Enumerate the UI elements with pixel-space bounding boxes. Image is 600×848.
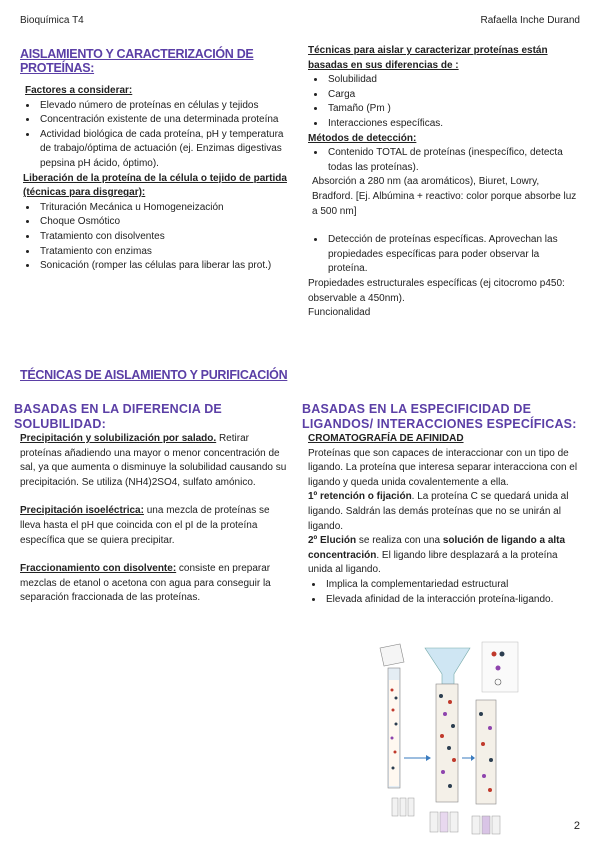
list-item: • Elevado número de proteínas en células y tejidos [38, 99, 290, 114]
step2-label: 2º Elución [308, 535, 357, 547]
affinity-text: Proteínas que son capaces de interaccionar con un tipo de ligando. La proteína que interesa separar interacciona con el ligando y queda unida covalentemente a ella. [308, 447, 578, 488]
figure-key [482, 642, 518, 692]
isoelectric-text: una mezcla de proteínas se lleva hasta el pH que coincida con el pI de la proteína específica que se quiera precipitar. [20, 505, 270, 546]
functionality-text: Funcionalidad [308, 307, 371, 319]
solubility-heading: BASADAS EN LA DIFERENCIA DE SOLUBILIDAD: [14, 402, 222, 431]
liberation-list [20, 201, 290, 274]
absorption-text: Absorción a 280 nm (aa aromáticos), Biuret, Lowry, Bradford. [Ej. Albúmina + reactivo: color porque absorbe luz a 500 nm] [312, 176, 577, 217]
column-wash [425, 648, 470, 832]
list-item: • Implica la complementariedad estructural [324, 578, 578, 593]
specific-list [308, 233, 578, 277]
salting-text: Retirar proteínas añadiendo una mayor o menor concentración de sal, ya que aumenta o disminuye la solubilidad causando su precipitación. Se utiliza (NH4)2SO4, sulfato amónico. [20, 433, 287, 488]
solvent-paragraph [14, 562, 288, 606]
list-item: • Carga [326, 88, 578, 103]
isoelectric-label: Precipitación isoeléctrica: [20, 505, 144, 517]
isoelectric-paragraph [14, 504, 288, 548]
affinity-column [302, 402, 578, 607]
column-loading [380, 644, 414, 816]
solubility-column [14, 402, 288, 606]
detection-heading: Métodos de detección: [308, 132, 417, 144]
liberation-heading: Liberación de la proteína de la célula o tejido de partida (técnicas para disgregar): [23, 172, 287, 199]
doc-author: Rafaella Inche Durand [480, 15, 580, 26]
list-item: • Interacciones específicas. [326, 117, 578, 132]
differences-list [308, 73, 578, 131]
column-elution [472, 700, 500, 834]
list-item: • Actividad biológica de cada proteína, pH y temperatura de trabajo/óptima de actuación (ej. Enzimas digestivas pepsina pH ácido, óptimo). [38, 128, 290, 172]
solvent-label: Fraccionamiento con disolvente: [20, 563, 177, 575]
affinity-chromatography-figure [370, 640, 520, 840]
salting-label: Precipitación y solubilización por salado. [20, 433, 217, 444]
list-item: • Sonicación (romper las células para liberar las prot.) [38, 259, 290, 274]
step1-text: . La proteína C se quedará unida al ligando. Saldrán las demás proteínas que no se unirán al ligando. [308, 491, 569, 532]
step2-text: . El ligando libre desplazará a la proteína unida al ligando. [308, 549, 558, 576]
affinity-heading: CROMATOGRAFÍA DE AFINIDAD [308, 433, 464, 444]
factors-list [20, 99, 290, 172]
list-item: • Elevada afinidad de la interacción proteína-ligando. [324, 593, 578, 608]
step2-bold: solución de ligando a alta concentración [308, 535, 566, 561]
step1-paragraph [302, 490, 578, 534]
factors-heading: Factores a considerar: [25, 85, 133, 96]
salting-paragraph [14, 432, 288, 490]
step2-mid: se realiza con una [356, 535, 443, 547]
techniques-heading: Técnicas para aislar y caracterizar proteínas están basadas en sus diferencias de : [308, 45, 548, 71]
section-tecnicas-deteccion [308, 44, 578, 321]
doc-subject: Bioquímica T4 [20, 15, 84, 26]
purification-title: TÉCNICAS DE AISLAMIENTO Y PURIFICACIÓN [20, 368, 288, 382]
solvent-text: consiste en preparar mezclas de etanol o acetona con agua para conseguir la separación fraccionada de las proteínas. [20, 563, 271, 604]
list-item: • Trituración Mecánica u Homogeneización [38, 201, 290, 216]
page-number: 2 [573, 820, 580, 832]
affinity-column-heading: BASADAS EN LA ESPECIFICIDAD DE LIGANDOS/ INTERACCIONES ESPECÍFICAS: [302, 402, 577, 431]
list-item: • Choque Osmótico [38, 215, 290, 230]
list-item: • Tratamiento con enzimas [38, 245, 290, 260]
list-item: • Concentración existente de una determinada proteína [38, 113, 290, 128]
list-item: • Tamaño (Pm ) [326, 102, 578, 117]
list-item: • Detección de proteínas específicas. Aprovechan las propiedades específicas para poder observar la proteína. [326, 233, 578, 277]
affinity-bullets [302, 578, 578, 607]
step1-label: 1º retención o fijación [308, 491, 412, 503]
list-item: • Tratamiento con disolventes [38, 230, 290, 245]
detection-list [308, 146, 578, 175]
section-title: AISLAMIENTO Y CARACTERIZACIÓN DE PROTEÍNAS: [20, 47, 254, 75]
section-aislamiento [20, 47, 290, 274]
structural-text: Propiedades estructurales específicas (ej citocromo p450: observable a 450nm). [308, 277, 565, 304]
list-item: • Solubilidad [326, 73, 578, 88]
list-item: • Contenido TOTAL de proteínas (inespecífico, detecta todas las proteínas). [326, 146, 578, 175]
step2-paragraph [302, 534, 578, 578]
